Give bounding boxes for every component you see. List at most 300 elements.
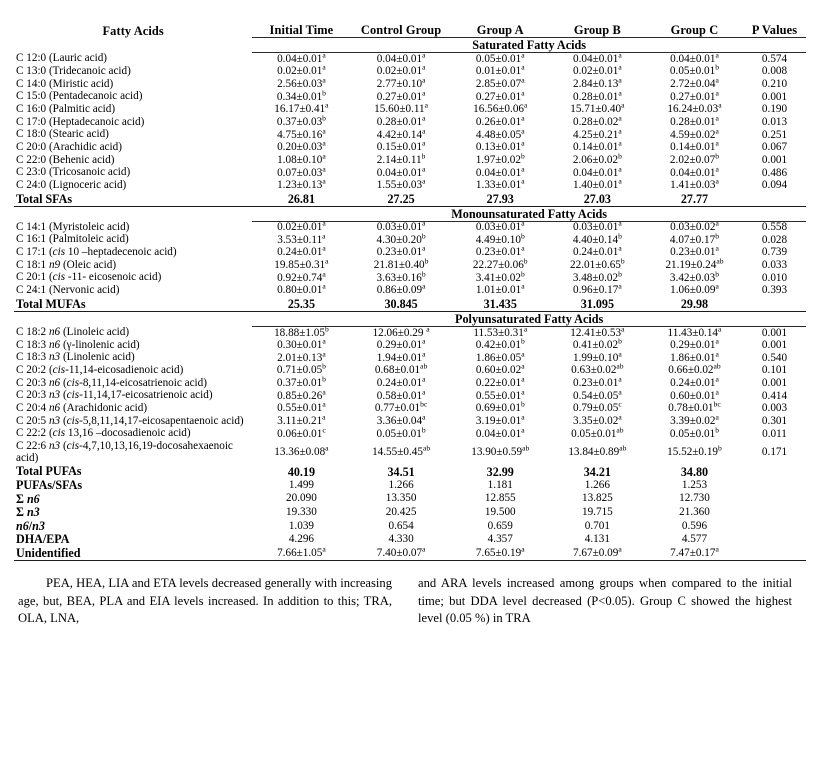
cell-p-value: 0.393 (761, 284, 788, 297)
cell-group-a: 0.13±0.01$^a$ (475, 138, 525, 154)
summary-row (14, 547, 806, 561)
cell-control-group: 20.425 (385, 506, 417, 519)
table-row (14, 154, 806, 167)
cell-p-value: 0.033 (761, 259, 788, 272)
total-row (14, 465, 806, 479)
cell-p-value: 0.558 (761, 221, 788, 234)
cell-group-c: 0.05±0.01$^b$ (669, 424, 720, 440)
cell-group-b: 0.04±0.01$^a$ (573, 163, 622, 179)
cell-control-group: 0.15±0.01$^a$ (376, 138, 426, 154)
cell-p-value: 0.001 (761, 326, 788, 339)
table-row (14, 141, 806, 154)
cell-control-group: 0.04±0.01$^a$ (376, 50, 426, 65)
cell-group-a: 13.90±0.59$^{ab}$ (471, 443, 530, 459)
cell-group-b: 0.96±0.17$^a$ (573, 281, 622, 297)
cell-p-value: 0.003 (761, 402, 788, 415)
cell-group-c: 1.86±0.01$^a$ (670, 348, 719, 364)
table-row (14, 441, 806, 466)
cell-group-b: 2.84±0.13$^a$ (573, 75, 622, 90)
table-row (14, 415, 806, 428)
cell-group-a: 1.33±0.01$^a$ (475, 176, 525, 192)
row-label: C 14:0 (Miristic acid) (16, 77, 114, 90)
table-row (14, 78, 806, 91)
section-spacer (14, 38, 252, 53)
cell-group-a: 0.05±0.01$^a$ (475, 50, 525, 65)
cell-group-a: 3.19±0.01$^a$ (475, 412, 525, 427)
cell-initial-time: 1.499 (288, 478, 314, 491)
cell-p-value: 0.011 (762, 427, 787, 440)
cell-group-b: 0.05±0.01$^{ab}$ (571, 424, 624, 440)
cell-group-b: 4.40±0.14$^b$ (572, 231, 622, 246)
cell-group-a: 1.86±0.05$^a$ (475, 348, 525, 364)
cell-group-b: 13.84±0.89$^{ab}$ (568, 443, 627, 459)
cell-control-group: 1.266 (388, 478, 414, 491)
table-row (14, 247, 806, 260)
cell-group-c: 12.730 (679, 492, 710, 505)
cell-control-group: 0.86±0.09$^a$ (376, 281, 426, 297)
table-row (14, 377, 806, 390)
cell-control-group: 2.77±0.10$^a$ (376, 75, 426, 90)
cell-group-b: 15.71±0.40$^a$ (570, 100, 625, 116)
cell-group-b: 0.28±0.02$^a$ (573, 113, 622, 128)
cell-group-b: 4.25±0.21$^a$ (573, 125, 622, 141)
cell-group-a: 0.22±0.01$^a$ (475, 374, 525, 389)
table-row (14, 403, 806, 416)
total-row (14, 192, 806, 206)
total-row (14, 297, 806, 311)
table-row (14, 327, 806, 340)
cell-initial-time: 0.02±0.01$^a$ (277, 218, 326, 234)
cell-p-value: 0.251 (761, 128, 788, 141)
cell-control-group: 27.25 (351, 192, 452, 206)
row-label: C 22:6 n3 (cis-4,7,10,13,16,19-docosahexaenoic acid) (16, 439, 233, 464)
cell-group-b: 31.095 (549, 297, 646, 311)
row-label: C 12:0 (Lauric acid) (16, 52, 108, 65)
cell-group-a: 1.97±0.02$^b$ (475, 151, 525, 166)
cell-control-group: 21.81±0.40$^b$ (373, 256, 429, 272)
cell-group-b: 1.99±0.10$^a$ (573, 348, 622, 364)
table-header-row (14, 24, 806, 38)
cell-group-a: 4.48±0.05$^a$ (475, 125, 525, 141)
cell-group-a: 0.03±0.01$^a$ (475, 218, 525, 234)
cell-group-b: 0.14±0.01$^a$ (573, 138, 622, 154)
row-label: Total PUFAs (16, 464, 82, 479)
cell-control-group: 14.55±0.45$^{ab}$ (372, 443, 431, 459)
table-row (14, 339, 806, 352)
cell-initial-time: 25.35 (252, 297, 350, 311)
row-label: C 22:0 (Behenic acid) (16, 153, 115, 166)
cell-control-group: 30.845 (351, 297, 452, 311)
summary-row (14, 506, 806, 520)
cell-group-a: 0.659 (487, 519, 513, 532)
cell-control-group: 0.24±0.01$^a$ (376, 374, 426, 389)
cell-control-group: 1.94±0.01$^a$ (376, 348, 426, 364)
summary-row (14, 492, 806, 506)
cell-group-b: 1.266 (584, 478, 610, 491)
cell-group-c: 0.28±0.01$^a$ (670, 113, 719, 128)
table-row (14, 91, 806, 104)
body-paragraph-right-text: and ARA levels increased among groups when compared to the initial time; but DDA level decreased (P<0.05). Group C showed the highest level (0.05 %) in TRA (418, 576, 792, 625)
row-label: C 22:2 (cis 13,16 –docosadienoic acid) (16, 427, 191, 440)
cell-p-value: 0.171 (761, 446, 788, 459)
cell-group-a: 19.500 (484, 506, 516, 519)
cell-control-group: 0.28±0.01$^a$ (376, 113, 426, 128)
cell-control-group: 2.14±0.11$^b$ (376, 151, 426, 166)
cell-initial-time: 16.17±0.41$^a$ (274, 100, 329, 116)
cell-group-b: 13.825 (581, 492, 613, 505)
row-label: Total MUFAs (14, 297, 252, 311)
cell-p-value (743, 192, 806, 206)
cell-group-a: 0.01±0.01$^a$ (475, 62, 525, 78)
cell-group-b: 2.06±0.02$^b$ (572, 151, 622, 166)
cell-group-a: 32.99 (486, 464, 514, 479)
cell-group-c: 27.77 (646, 192, 743, 206)
cell-group-c: 0.78±0.01$^{bc}$ (668, 399, 721, 415)
cell-group-c: 0.29±0.01$^a$ (670, 336, 719, 352)
fatty-acids-table (14, 24, 806, 561)
cell-group-a: 4.357 (487, 533, 513, 546)
cell-control-group: 0.04±0.01$^a$ (376, 163, 426, 179)
cell-initial-time: 0.06±0.01$^c$ (277, 424, 326, 440)
cell-initial-time: 0.34±0.01$^b$ (276, 87, 326, 103)
section-title: Saturated Fatty Acids (252, 38, 806, 53)
cell-p-value: 0.001 (761, 376, 788, 389)
cell-group-b: 0.79±0.05$^c$ (573, 399, 622, 415)
column-header-group-b: Group B (573, 23, 621, 38)
row-label: C 17:1 (cis 10 –heptadecenoic acid) (16, 246, 177, 259)
cell-group-c: 1.41±0.03$^a$ (670, 176, 719, 192)
row-label: C 16:1 (Palmitoleic acid) (16, 233, 129, 246)
cell-group-b: 0.04±0.01$^a$ (573, 50, 622, 65)
cell-initial-time: 0.92±0.74$^a$ (277, 269, 326, 284)
cell-group-c: 3.42±0.03$^b$ (669, 269, 720, 284)
body-paragraph-right (418, 575, 792, 627)
table-row (14, 129, 806, 142)
cell-initial-time: 2.01±0.13$^a$ (277, 348, 326, 364)
cell-control-group: 0.05±0.01$^b$ (376, 424, 426, 440)
cell-p-value: 0.540 (761, 351, 788, 364)
cell-initial-time: 0.55±0.01$^a$ (277, 399, 326, 415)
cell-group-c: 7.47±0.17$^a$ (646, 547, 743, 561)
cell-control-group: 15.60±0.11$^a$ (374, 100, 429, 116)
table-row (14, 66, 806, 79)
row-label: Σ n3 (16, 505, 40, 520)
cell-group-c: 0.27±0.01$^a$ (670, 87, 719, 103)
cell-group-c: 0.596 (681, 519, 708, 532)
cell-group-b: 0.701 (584, 519, 610, 532)
cell-group-a: 0.04±0.01$^a$ (475, 163, 525, 179)
cell-p-value: 0.574 (761, 52, 788, 65)
cell-initial-time: 18.88±1.05$^b$ (274, 323, 329, 339)
cell-group-a: 22.27±0.06$^b$ (472, 256, 528, 272)
cell-p-value (743, 492, 806, 506)
row-label: C 17:0 (Heptadecanoic acid) (16, 115, 145, 128)
row-label: C 20:2 (cis-11,14-eicosadienoic acid) (16, 364, 184, 376)
cell-initial-time: 0.37±0.03$^b$ (276, 113, 326, 128)
row-label: C 20:0 (Arachidic acid) (16, 140, 122, 153)
cell-group-a: 0.26±0.01$^a$ (475, 113, 525, 128)
cell-initial-time: 0.24±0.01$^a$ (277, 243, 326, 259)
cell-control-group: 12.06±0.29 $^a$ (372, 323, 430, 339)
row-label: C 20:4 n6 (Arachidonic acid) (16, 401, 148, 414)
cell-group-c: 0.60±0.01$^a$ (670, 386, 719, 402)
cell-control-group: 0.29±0.01$^a$ (376, 336, 426, 352)
column-header-p-values: P Values (751, 23, 798, 38)
cell-initial-time: 13.36±0.08$^a$ (274, 443, 329, 459)
cell-group-a: 0.69±0.01$^b$ (475, 399, 525, 415)
cell-p-value: 0.190 (761, 103, 788, 116)
cell-p-value: 0.028 (761, 233, 788, 246)
cell-group-b: 0.28±0.01$^a$ (573, 87, 622, 103)
cell-group-b: 3.35±0.02$^a$ (573, 412, 622, 427)
cell-p-value (743, 506, 806, 520)
row-label: C 18:2 n6 (Linoleic acid) (16, 326, 130, 339)
cell-initial-time: 0.85±0.26$^a$ (277, 386, 326, 402)
table-row (14, 234, 806, 247)
cell-initial-time: 0.07±0.03$^a$ (277, 163, 326, 179)
row-label: C 18:3 n3 (Linolenic acid) (16, 351, 135, 364)
table-row (14, 221, 806, 234)
cell-group-c: 0.14±0.01$^a$ (670, 138, 719, 154)
column-header-control-group: Control Group (360, 23, 442, 38)
section-title: Monounsaturated Fatty Acids (252, 206, 806, 221)
cell-initial-time: 20.090 (286, 492, 317, 505)
row-label: C 20:5 n3 (cis-5,8,11,14,17-eicosapentaenoic acid) (16, 414, 244, 427)
cell-group-c: 16.24±0.03$^a$ (667, 100, 722, 116)
cell-group-b: 0.23±0.01$^a$ (573, 374, 622, 389)
cell-control-group: 0.77±0.01$^{bc}$ (374, 399, 428, 415)
cell-group-c: 4.577 (681, 533, 708, 546)
cell-control-group: 34.51 (387, 464, 415, 479)
cell-group-b: 0.54±0.05$^a$ (573, 386, 622, 402)
cell-initial-time: 4.75±0.16$^a$ (277, 125, 326, 141)
cell-group-c: 0.03±0.02$^a$ (670, 218, 719, 234)
cell-group-a: 0.60±0.02$^a$ (475, 361, 525, 377)
cell-group-c: 21.19±0.24$^{ab}$ (665, 256, 724, 272)
section-title-row (14, 311, 806, 326)
row-label: C 16:0 (Palmitic acid) (16, 102, 116, 115)
cell-group-c: 29.98 (646, 297, 743, 311)
cell-p-value (743, 479, 806, 493)
cell-control-group: 4.30±0.20$^b$ (376, 231, 426, 246)
cell-p-value (743, 519, 806, 533)
cell-group-a: 4.49±0.10$^b$ (475, 231, 525, 246)
cell-control-group: 3.63±0.16$^b$ (376, 269, 426, 284)
cell-group-b: 34.21 (583, 464, 611, 479)
cell-group-c: 15.52±0.19$^b$ (667, 443, 722, 459)
cell-group-c: 0.24±0.01$^a$ (670, 374, 719, 389)
cell-p-value: 0.301 (761, 414, 788, 427)
cell-group-b: 0.63±0.02$^{ab}$ (571, 361, 624, 377)
cell-p-value: 0.739 (761, 246, 788, 259)
cell-initial-time: 3.53±0.11$^a$ (277, 231, 326, 246)
column-header-initial-time: Initial Time (269, 23, 334, 38)
cell-initial-time: 1.039 (288, 519, 314, 532)
cell-initial-time: 19.85±0.31$^a$ (274, 256, 329, 272)
cell-initial-time: 19.330 (286, 506, 317, 519)
row-label: n6/n3 (16, 518, 45, 533)
cell-group-c: 4.59±0.02$^a$ (670, 125, 719, 141)
cell-initial-time: 4.296 (288, 533, 314, 546)
cell-group-c: 0.04±0.01$^a$ (670, 163, 719, 179)
row-label: C 20:3 n3 (cis-11,14,17-eicosatrienoic acid) (16, 389, 213, 402)
cell-control-group: 0.654 (388, 519, 414, 532)
cell-control-group: 4.42±0.14$^a$ (376, 125, 426, 141)
cell-control-group: 0.23±0.01$^a$ (376, 243, 426, 259)
cell-group-a: 31.435 (452, 297, 549, 311)
table-body (14, 38, 806, 561)
row-label: C 13:0 (Tridecanoic acid) (16, 64, 131, 77)
table-row (14, 285, 806, 298)
cell-p-value: 0.001 (761, 153, 788, 166)
row-label: C 15:0 (Pentadecanoic acid) (16, 90, 143, 103)
cell-initial-time: 3.11±0.21$^a$ (277, 412, 326, 427)
cell-group-c: 34.80 (680, 464, 709, 479)
section-spacer (14, 206, 252, 221)
table-row (14, 116, 806, 129)
cell-p-value (743, 547, 806, 561)
cell-group-a: 1.01±0.01$^a$ (475, 281, 525, 297)
table-row (14, 53, 806, 66)
table-row (14, 167, 806, 180)
cell-group-c: 1.06±0.09$^a$ (670, 281, 719, 297)
cell-group-b: 19.715 (581, 506, 613, 519)
cell-control-group: 0.27±0.01$^a$ (376, 87, 426, 103)
cell-p-value: 0.013 (761, 115, 788, 128)
cell-p-value (743, 297, 806, 311)
table-row (14, 390, 806, 403)
cell-initial-time: 1.23±0.13$^a$ (277, 176, 326, 192)
column-header-group-c: Group C (670, 23, 719, 38)
cell-control-group: 7.40±0.07$^a$ (351, 547, 452, 561)
cell-group-a: 11.53±0.31$^a$ (473, 323, 528, 339)
cell-control-group: 4.330 (388, 533, 414, 546)
cell-control-group: 0.02±0.01$^a$ (376, 62, 426, 78)
cell-p-value: 0.101 (761, 364, 788, 377)
row-label: C 18:0 (Stearic acid) (16, 128, 109, 141)
cell-p-value: 0.008 (761, 65, 788, 78)
cell-control-group: 13.350 (385, 492, 417, 505)
cell-group-a: 7.65±0.19$^a$ (452, 547, 549, 561)
cell-control-group: 1.55±0.03$^a$ (376, 176, 426, 192)
cell-group-b: 0.41±0.02$^b$ (572, 336, 622, 352)
body-text-columns (14, 575, 806, 627)
table-row (14, 259, 806, 272)
cell-p-value (743, 465, 806, 479)
cell-p-value: 0.094 (761, 179, 788, 192)
cell-initial-time: 0.80±0.01$^a$ (277, 281, 326, 297)
cell-control-group: 3.36±0.04$^a$ (376, 412, 426, 427)
cell-initial-time: 40.19 (287, 464, 316, 479)
row-label: C 18:1 n9 (Oleic acid) (16, 258, 117, 271)
cell-p-value: 0.486 (761, 166, 788, 179)
cell-group-a: 0.42±0.01$^b$ (475, 336, 525, 352)
row-label: C 18:3 n6 (γ-linolenic acid) (16, 338, 140, 351)
body-paragraph-left (18, 575, 392, 627)
cell-initial-time: 0.71±0.05$^b$ (276, 361, 326, 377)
row-label: Σ n6 (16, 491, 40, 506)
row-label: C 20:3 n6 (cis-8,11,14-eicosatrienoic acid) (16, 376, 207, 389)
cell-initial-time: 0.30±0.01$^a$ (277, 336, 326, 352)
cell-group-c: 3.39±0.02$^a$ (670, 412, 719, 427)
row-label: C 14:1 (Myristoleic acid) (16, 220, 130, 233)
cell-group-b: 0.03±0.01$^a$ (573, 218, 622, 234)
cell-p-value: 0.001 (761, 339, 788, 352)
row-label: PUFAs/SFAs (16, 478, 83, 493)
row-label: C 23:0 (Tricosanoic acid) (16, 166, 131, 179)
cell-group-c: 11.43±0.14$^a$ (667, 323, 722, 339)
cell-group-c: 1.253 (681, 478, 708, 491)
table-row (14, 365, 806, 378)
cell-initial-time: 0.02±0.01$^a$ (277, 62, 326, 78)
cell-group-b: 3.48±0.02$^b$ (572, 269, 622, 284)
cell-group-b: 27.03 (549, 192, 646, 206)
cell-group-c: 0.23±0.01$^a$ (670, 243, 719, 259)
cell-initial-time: 2.56±0.03$^a$ (277, 75, 326, 90)
row-label: DHA/EPA (16, 532, 70, 547)
row-label: Total SFAs (14, 192, 252, 206)
cell-group-c: 21.360 (679, 506, 710, 519)
table-row (14, 179, 806, 192)
section-title: Polyunsaturated Fatty Acids (252, 311, 806, 326)
row-label: C 24:0 (Lignoceric acid) (16, 178, 127, 191)
body-paragraph-left-text: PEA, HEA, LIA and ETA levels decreased generally with increasing age, but, BEA, PLA and EIA levels increased. In addition to this; TRA, OLA, LNA, (18, 576, 392, 625)
cell-initial-time: 1.08±0.10$^a$ (277, 151, 326, 166)
cell-initial-time: 0.37±0.01$^b$ (276, 374, 326, 389)
cell-group-b: 0.24±0.01$^a$ (573, 243, 622, 259)
section-title-row (14, 38, 806, 53)
cell-group-a: 0.27±0.01$^a$ (475, 87, 525, 103)
cell-group-b: 7.67±0.09$^a$ (549, 547, 646, 561)
column-header-fatty-acids: Fatty Acids (102, 23, 164, 38)
cell-group-b: 0.02±0.01$^a$ (573, 62, 622, 78)
table-header (14, 24, 806, 38)
cell-control-group: 0.03±0.01$^a$ (376, 218, 426, 234)
summary-row (14, 533, 806, 547)
cell-group-a: 12.855 (484, 492, 516, 505)
cell-control-group: 0.68±0.01$^{ab}$ (374, 361, 428, 377)
cell-group-a: 16.56±0.06$^a$ (473, 100, 528, 116)
cell-control-group: 0.58±0.01$^a$ (376, 386, 426, 402)
section-title-row (14, 206, 806, 221)
cell-group-c: 4.07±0.17$^b$ (669, 231, 720, 246)
cell-p-value: 0.010 (761, 271, 788, 284)
cell-initial-time: 26.81 (252, 192, 350, 206)
table-row (14, 428, 806, 441)
cell-group-c: 2.72±0.04$^a$ (670, 75, 719, 90)
column-header-group-a: Group A (476, 23, 524, 38)
cell-group-a: 3.41±0.02$^b$ (475, 269, 525, 284)
row-label: Unidentified (14, 547, 252, 561)
cell-group-b: 12.41±0.53$^a$ (570, 323, 625, 339)
cell-group-a: 0.55±0.01$^a$ (475, 386, 525, 402)
cell-group-a: 0.23±0.01$^a$ (475, 243, 525, 259)
cell-p-value: 0.067 (761, 141, 788, 154)
cell-group-a: 0.04±0.01$^a$ (475, 424, 525, 440)
cell-p-value: 0.414 (761, 389, 788, 402)
summary-row (14, 519, 806, 533)
cell-group-b: 22.01±0.65$^b$ (570, 256, 625, 272)
section-spacer (14, 311, 252, 326)
cell-p-value: 0.001 (761, 90, 788, 103)
cell-group-a: 27.93 (452, 192, 549, 206)
row-label: C 20:1 (cis -11- eicosenoic acid) (16, 271, 162, 284)
cell-p-value (743, 533, 806, 547)
cell-initial-time: 0.20±0.03$^a$ (277, 138, 326, 154)
cell-p-value: 0.210 (761, 77, 788, 90)
summary-row (14, 479, 806, 493)
cell-initial-time: 0.04±0.01$^a$ (277, 50, 326, 65)
